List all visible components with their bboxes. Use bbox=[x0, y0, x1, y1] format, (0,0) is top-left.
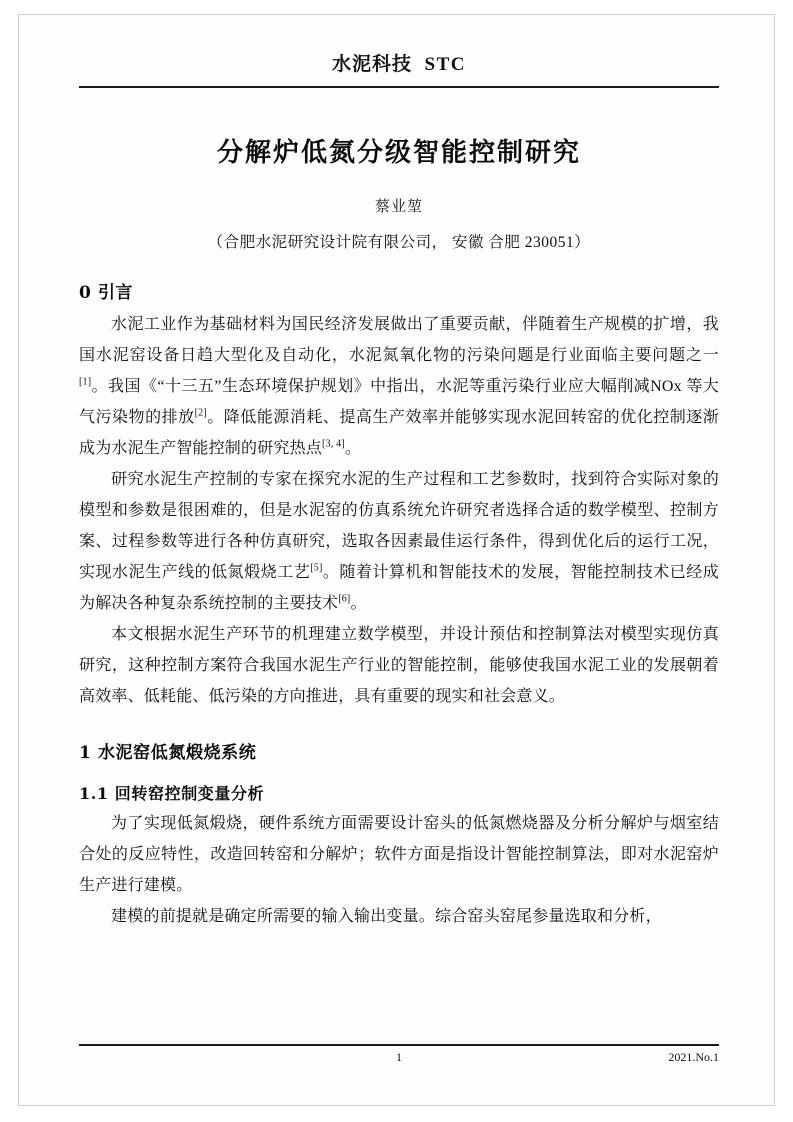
paper-sheet bbox=[18, 14, 775, 1106]
issue-label: 2021.No.1 bbox=[668, 1050, 719, 1064]
footer-rule bbox=[79, 1044, 719, 1046]
page-number: 1 bbox=[396, 1050, 402, 1064]
journal-abbreviation: STC bbox=[424, 54, 466, 75]
paragraph: 建模的前提就是确定所需要的输入输出变量。综合窑头窑尾参量选取和分析， bbox=[111, 908, 662, 925]
page-title: 分解炉低氮分级智能控制研究 bbox=[216, 138, 581, 168]
author-affiliation: （合肥水泥研究设计院有限公司， 安徽 合肥 230051） bbox=[207, 234, 591, 251]
running-head bbox=[79, 49, 719, 84]
page-content bbox=[79, 49, 719, 932]
subsection-heading-1-1: 1.1 回转窑控制变量分析 bbox=[79, 784, 265, 803]
section-heading-1: 1 水泥窑低氮煅烧系统 bbox=[79, 743, 257, 763]
page-footer bbox=[79, 1050, 719, 1065]
author-name: 蔡业堃 bbox=[374, 199, 423, 215]
paragraph: 本文根据水泥生产环节的机理建立数学模型，并设计预估和控制算法对模型实现仿真研究，这种控制方案符合我国水泥生产行业的智能控制，能够使我国水泥工业的发展朝着高效率、低耗能、低污染的方向推进，具有重要的现实和社会意义。 bbox=[79, 626, 719, 705]
journal-name-cn: 水泥科技 bbox=[332, 53, 413, 75]
header-rule bbox=[79, 86, 719, 88]
paragraph: 水泥工业作为基础材料为国民经济发展做出了重要贡献，伴随着生产规模的扩增，我国水泥窑设备日趋大型化及自动化，水泥氮氧化物的污染问题是行业面临主要问题之一[1]。我国《“十三五”生态环境保护规划》中指出，水泥等重污染行业应大幅削减NOx 等大气污染物的排放[2]。降低能源消耗、提高生产效率并能够实现水泥回转窑的优化控制逐渐成为水泥生产智能控制的研究热点[3, 4]。 bbox=[79, 316, 719, 457]
section-heading-0: 0 引言 bbox=[79, 283, 134, 303]
paragraph: 研究水泥生产控制的专家在探究水泥的生产过程和工艺参数时，找到符合实际对象的模型和参数是很困难的，但是水泥窑的仿真系统允许研究者选择合适的数学模型、控制方案、过程参数等进行各种仿真研究，选取各因素最佳运行条件，得到优化后的运行工况，实现水泥生产线的低氮煅烧工艺[5]。随着计算机和智能技术的发展，智能控制技术已经成为解决各种复杂系统控制的主要技术[6]。 bbox=[79, 471, 719, 612]
paragraph: 为了实现低氮煅烧，硬件系统方面需要设计窑头的低氮燃烧器及分析分解炉与烟室结合处的反应特性，改造回转窑和分解炉；软件方面是指设计智能控制算法，即对水泥窑炉生产进行建模。 bbox=[79, 815, 719, 894]
